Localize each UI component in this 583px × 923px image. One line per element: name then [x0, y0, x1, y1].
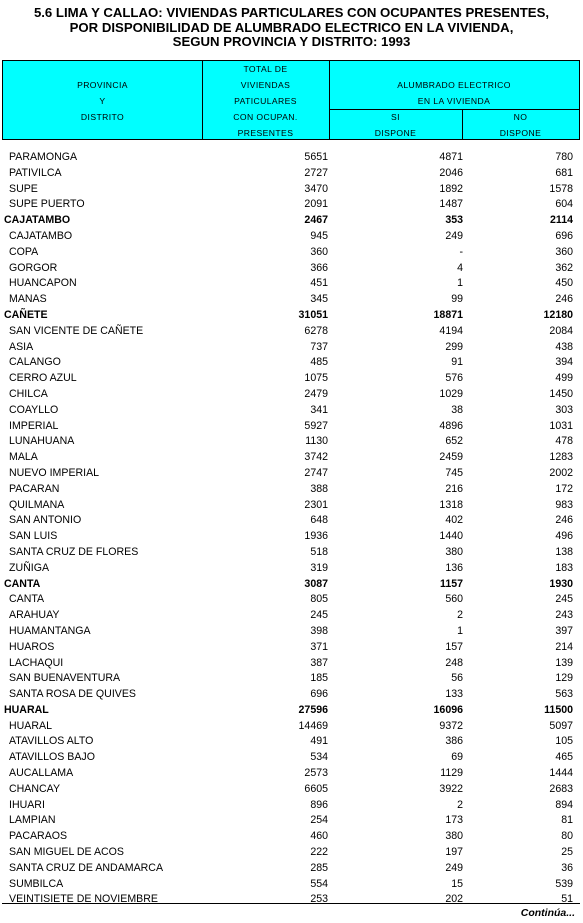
cell-total: 2573	[304, 767, 328, 780]
cell-total: 5651	[304, 151, 328, 163]
cell-no-dispone: 362	[555, 261, 573, 274]
cell-total: 366	[310, 261, 328, 274]
header-text: EN LA VIVIENDA	[417, 96, 491, 106]
table-row	[2, 734, 580, 750]
header-no-dispone	[462, 109, 579, 141]
cell-no-dispone: 438	[555, 340, 573, 353]
cell-name: CHANCAY	[9, 782, 61, 795]
table-row	[2, 656, 580, 672]
cell-total: 222	[310, 846, 328, 859]
cell-name: CHILCA	[9, 387, 48, 400]
cell-name: LACHAQUI	[9, 656, 64, 669]
cell-total: 737	[310, 340, 328, 353]
cell-no-dispone: 2683	[549, 782, 573, 795]
cell-total: 14469	[298, 719, 328, 732]
cell-name: CAÑETE	[4, 308, 48, 321]
table-row	[2, 482, 580, 498]
cell-name: ASIA	[9, 340, 34, 353]
header-text: ALUMBRADO ELECTRICO	[397, 80, 511, 90]
cell-si-dispone: 1129	[440, 767, 463, 780]
cell-si-dispone: 136	[445, 561, 463, 574]
cell-si-dispone: 1487	[439, 198, 463, 211]
header-text: CON OCUPAN.	[233, 112, 298, 122]
cell-no-dispone: 1578	[549, 182, 573, 195]
table-row	[2, 371, 580, 387]
cell-total: 360	[310, 245, 328, 258]
cell-si-dispone: 576	[445, 372, 463, 385]
table-row	[2, 608, 580, 624]
cell-name: VEINTISIETE DE NOVIEMBRE	[9, 893, 158, 906]
cell-total: 2301	[304, 498, 328, 511]
cell-name: LUNAHUANA	[9, 435, 75, 448]
cell-no-dispone: 129	[555, 672, 573, 685]
cell-total: 1130	[305, 435, 328, 448]
cell-no-dispone: 894	[555, 798, 573, 811]
cell-si-dispone: 4871	[439, 151, 463, 163]
cell-name: ARAHUAY	[9, 609, 60, 622]
cell-no-dispone: 450	[555, 277, 573, 290]
cell-no-dispone: 394	[555, 356, 573, 369]
cell-no-dispone: 2002	[549, 466, 573, 479]
cell-name: SAN BUENAVENTURA	[9, 672, 121, 685]
table-row	[2, 498, 580, 514]
cell-name: CALANGO	[9, 356, 61, 369]
cell-si-dispone: 216	[445, 482, 463, 495]
header-text: VIVIENDAS	[240, 80, 291, 90]
cell-name: IMPERIAL	[9, 419, 59, 432]
cell-no-dispone: 105	[555, 735, 573, 748]
cell-name: HUAMANTANGA	[9, 624, 91, 637]
cell-si-dispone: 652	[445, 435, 463, 448]
header-text: PRESENTES	[237, 128, 294, 138]
cell-si-dispone: 91	[451, 356, 463, 369]
table-row	[2, 292, 580, 308]
cell-name: SAN LUIS	[9, 530, 58, 543]
cell-si-dispone: 173	[445, 814, 463, 827]
cell-no-dispone: 246	[555, 293, 573, 306]
province-row	[2, 308, 580, 324]
cell-no-dispone: 1283	[549, 451, 573, 464]
header-si-dispone	[329, 109, 462, 141]
cell-total: 319	[310, 561, 328, 574]
cell-name: CANTA	[9, 593, 45, 606]
cell-total: 805	[310, 593, 328, 606]
cell-si-dispone: 16096	[433, 703, 463, 716]
table-row	[2, 687, 580, 703]
cell-no-dispone: 1930	[549, 577, 573, 590]
cell-total: 2091	[304, 198, 328, 211]
cell-no-dispone: 780	[555, 151, 573, 163]
cell-name: HUARAL	[4, 703, 49, 716]
cell-total: 648	[310, 514, 328, 527]
header-text: TOTAL DE	[243, 64, 288, 74]
cell-name: SAN MIGUEL DE ACOS	[9, 846, 124, 859]
cell-si-dispone: 402	[445, 514, 463, 527]
cell-total: 2727	[304, 166, 328, 179]
cell-no-dispone: 539	[555, 877, 573, 890]
cell-name: HUARAL	[9, 719, 52, 732]
cell-no-dispone: 183	[555, 561, 573, 574]
cell-si-dispone: 133	[445, 688, 463, 701]
cell-si-dispone: 386	[445, 735, 463, 748]
table-row	[2, 829, 580, 845]
cell-total: 245	[310, 609, 328, 622]
cell-no-dispone: 1031	[549, 419, 573, 432]
cell-total: 945	[310, 229, 328, 242]
cell-name: SAN ANTONIO	[9, 514, 82, 527]
cell-total: 371	[310, 640, 328, 653]
cell-si-dispone: 2	[457, 798, 463, 811]
cell-si-dispone: 560	[445, 593, 463, 606]
table-header	[2, 60, 580, 140]
cell-name: HUANCAPON	[9, 277, 77, 290]
cell-total: 1075	[304, 372, 328, 385]
table-row	[2, 719, 580, 735]
table-row	[2, 276, 580, 292]
cell-no-dispone: 51	[561, 893, 573, 906]
cell-total: 6605	[304, 782, 328, 795]
cell-si-dispone: 2459	[439, 451, 463, 464]
table-row	[2, 434, 580, 450]
cell-name: SUPE	[9, 182, 38, 195]
cell-total: 3087	[304, 577, 328, 590]
table-row	[2, 624, 580, 640]
cell-si-dispone: 69	[451, 751, 463, 764]
header-text: DISPONE	[499, 128, 542, 138]
header-text: DISTRITO	[80, 112, 125, 122]
continua-note: Continúa...	[520, 907, 575, 919]
cell-no-dispone: 243	[555, 609, 573, 622]
cell-total: 285	[310, 861, 328, 874]
cell-name: ATAVILLOS ALTO	[9, 735, 94, 748]
table-row	[2, 229, 580, 245]
title-line-2: POR DISPONIBILIDAD DE ALUMBRADO ELECTRICO EN LA VIVIENDA,	[69, 19, 514, 35]
cell-name: IHUARI	[9, 798, 45, 811]
cell-name: SANTA ROSA DE QUIVES	[9, 688, 136, 701]
header-provincia-distrito	[3, 77, 202, 125]
cell-si-dispone: 1157	[440, 577, 463, 590]
cell-name: SANTA CRUZ DE FLORES	[9, 545, 139, 558]
cell-no-dispone: 696	[555, 229, 573, 242]
cell-total: 1936	[304, 530, 328, 543]
cell-total: 6278	[304, 324, 328, 337]
province-row	[2, 703, 580, 719]
table-row	[2, 450, 580, 466]
table-row	[2, 892, 580, 908]
cell-si-dispone: 380	[445, 545, 463, 558]
cell-si-dispone: 4194	[439, 324, 463, 337]
cell-name: CAJATAMBO	[9, 229, 73, 242]
cell-si-dispone: 4	[457, 261, 463, 274]
header-text: PROVINCIA	[77, 80, 128, 90]
table-row	[2, 671, 580, 687]
cell-total: 387	[310, 656, 328, 669]
cell-no-dispone: 2084	[549, 324, 573, 337]
table-row	[2, 545, 580, 561]
cell-si-dispone: 3922	[439, 782, 463, 795]
cell-name: SUPE PUERTO	[9, 198, 85, 211]
cell-si-dispone: 18871	[433, 308, 463, 321]
cell-name: NUEVO IMPERIAL	[9, 466, 100, 479]
cell-si-dispone: 299	[445, 340, 463, 353]
cell-si-dispone: 2	[457, 609, 463, 622]
cell-total: 896	[310, 798, 328, 811]
province-row	[2, 577, 580, 593]
table-row	[2, 592, 580, 608]
cell-name: MANAS	[9, 293, 47, 306]
table-row	[2, 466, 580, 482]
cell-no-dispone: 36	[561, 861, 573, 874]
cell-no-dispone: 478	[555, 435, 573, 448]
cell-no-dispone: 246	[555, 514, 573, 527]
cell-name: CANTA	[4, 577, 41, 590]
cell-no-dispone: 983	[555, 498, 573, 511]
cell-no-dispone: 81	[561, 814, 573, 827]
cell-si-dispone: 745	[445, 466, 463, 479]
table-row	[2, 640, 580, 656]
header-alumbrado-electrico	[329, 77, 579, 109]
table-row	[2, 324, 580, 340]
cell-total: 534	[310, 751, 328, 764]
header-text: Y	[99, 96, 106, 106]
cell-no-dispone: 681	[555, 166, 573, 179]
cell-si-dispone: 197	[445, 846, 463, 859]
cell-si-dispone: 380	[445, 830, 463, 843]
cell-total: 2467	[304, 214, 328, 227]
table-row	[2, 261, 580, 277]
cell-name: GORGOR	[9, 261, 58, 274]
cell-total: 696	[310, 688, 328, 701]
cell-no-dispone: 2114	[550, 214, 573, 227]
cell-no-dispone: 465	[555, 751, 573, 764]
cell-si-dispone: 2046	[439, 166, 463, 179]
cell-no-dispone: 214	[555, 640, 573, 653]
table-row	[2, 403, 580, 419]
table-row	[2, 355, 580, 371]
cell-si-dispone: 38	[451, 403, 463, 416]
table-row	[2, 340, 580, 356]
cell-total: 518	[310, 545, 328, 558]
header-text: PATICULARES	[234, 96, 297, 106]
title-line-3: SEGUN PROVINCIA Y DISTRITO: 1993	[172, 34, 411, 49]
table-row	[2, 561, 580, 577]
table-row	[2, 813, 580, 829]
cell-no-dispone: 139	[555, 656, 573, 669]
table-row	[2, 166, 580, 182]
cell-si-dispone: 157	[445, 640, 463, 653]
table-row	[2, 782, 580, 798]
cell-total: 31051	[298, 308, 328, 321]
cell-no-dispone: 604	[555, 198, 573, 211]
cell-name: ZUÑIGA	[9, 561, 50, 574]
cell-si-dispone: 1440	[439, 530, 463, 543]
cell-si-dispone: 4896	[439, 419, 463, 432]
cell-no-dispone: 1450	[549, 387, 573, 400]
header-total-viviendas	[202, 61, 329, 141]
cell-name: COPA	[9, 245, 39, 258]
cell-no-dispone: 245	[555, 593, 573, 606]
cell-total: 3742	[304, 451, 328, 464]
cell-no-dispone: 12180	[543, 308, 573, 321]
cell-no-dispone: 80	[561, 830, 573, 843]
cell-si-dispone: 99	[451, 293, 463, 306]
cell-name: LAMPIAN	[9, 814, 56, 827]
cell-si-dispone: 1029	[439, 387, 463, 400]
cell-no-dispone: 496	[555, 530, 573, 543]
cell-total: 253	[310, 893, 328, 906]
cell-no-dispone: 138	[555, 545, 573, 558]
cell-total: 2479	[304, 387, 328, 400]
cell-name: COAYLLO	[9, 403, 59, 416]
table-bottom-border	[2, 903, 580, 904]
cell-no-dispone: 397	[555, 624, 573, 637]
table-row	[2, 750, 580, 766]
cell-name: SUMBILCA	[9, 877, 64, 890]
cell-name: PACARAOS	[9, 830, 68, 843]
cell-si-dispone: 1892	[439, 182, 463, 195]
cell-no-dispone: 360	[555, 245, 573, 258]
cell-total: 398	[310, 624, 328, 637]
table-row	[2, 861, 580, 877]
table-row	[2, 798, 580, 814]
table-row	[2, 182, 580, 198]
header-text: DISPONE	[374, 128, 417, 138]
table-row	[2, 245, 580, 261]
cell-no-dispone: 25	[561, 846, 573, 859]
cell-total: 2747	[304, 466, 328, 479]
cell-si-dispone: 249	[445, 861, 463, 874]
cell-name: AUCALLAMA	[9, 767, 74, 780]
cell-name: PARAMONGA	[9, 151, 78, 163]
province-row	[2, 213, 580, 229]
cell-total: 345	[310, 293, 328, 306]
cell-no-dispone: 1444	[549, 767, 573, 780]
cell-si-dispone: 202	[445, 893, 463, 906]
cell-no-dispone: 563	[555, 688, 573, 701]
cell-name: CERRO AZUL	[9, 372, 77, 385]
table-row	[2, 877, 580, 893]
cell-si-dispone: 1318	[439, 498, 463, 511]
table-row	[2, 529, 580, 545]
table-row	[2, 845, 580, 861]
cell-total: 185	[310, 672, 328, 685]
cell-total: 254	[310, 814, 328, 827]
cell-si-dispone: 1	[457, 624, 463, 637]
cell-name: ATAVILLOS BAJO	[9, 751, 95, 764]
table-row	[2, 150, 580, 166]
cell-name: SAN VICENTE DE CAÑETE	[9, 324, 144, 337]
cell-no-dispone: 499	[555, 372, 573, 385]
cell-si-dispone: 1	[457, 277, 463, 290]
table-row	[2, 766, 580, 782]
cell-si-dispone: -	[459, 245, 463, 258]
cell-name: QUILMANA	[9, 498, 65, 511]
cell-total: 27596	[298, 703, 328, 716]
table-row	[2, 419, 580, 435]
cell-total: 388	[310, 482, 328, 495]
cell-total: 451	[310, 277, 328, 290]
cell-name: CAJATAMBO	[4, 214, 71, 227]
table-body	[2, 150, 580, 908]
header-text: NO	[513, 112, 528, 122]
cell-no-dispone: 11500	[544, 703, 573, 716]
cell-total: 5927	[304, 419, 328, 432]
title-line-1: 5.6 LIMA Y CALLAO: VIVIENDAS PARTICULARES CON OCUPANTES PRESENTES,	[33, 5, 550, 20]
cell-si-dispone: 56	[451, 672, 463, 685]
cell-total: 341	[310, 403, 328, 416]
cell-name: PACARAN	[9, 482, 60, 495]
cell-total: 491	[310, 735, 328, 748]
cell-si-dispone: 248	[445, 656, 463, 669]
cell-si-dispone: 9372	[439, 719, 463, 732]
page-title	[0, 6, 583, 50]
table-row	[2, 387, 580, 403]
cell-total: 460	[310, 830, 328, 843]
cell-name: SANTA CRUZ DE ANDAMARCA	[9, 861, 164, 874]
cell-si-dispone: 15	[451, 877, 463, 890]
cell-total: 3470	[304, 182, 328, 195]
table-row	[2, 513, 580, 529]
cell-total: 554	[310, 877, 328, 890]
cell-no-dispone: 172	[555, 482, 573, 495]
cell-no-dispone: 303	[555, 403, 573, 416]
header-text: SI	[391, 112, 400, 122]
cell-total: 485	[310, 356, 328, 369]
cell-name: PATIVILCA	[9, 166, 62, 179]
cell-name: MALA	[9, 451, 38, 464]
cell-si-dispone: 353	[445, 214, 463, 227]
cell-si-dispone: 249	[445, 229, 463, 242]
table-row	[2, 197, 580, 213]
cell-no-dispone: 5097	[549, 719, 573, 732]
cell-name: HUAROS	[9, 640, 55, 653]
